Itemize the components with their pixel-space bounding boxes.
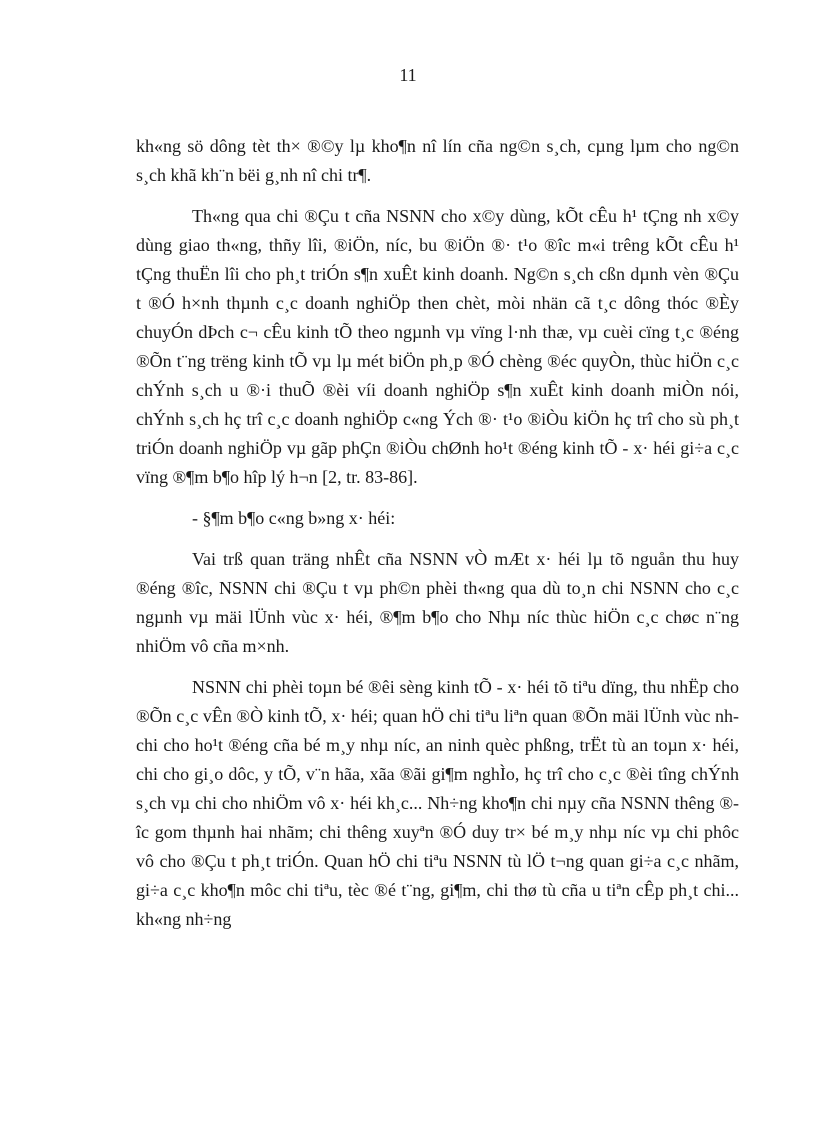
section-heading-social-equity: - §¶m b¶o c«ng b»ng x· héi: bbox=[192, 508, 396, 528]
paragraph-continuation: kh«ng sö dông tèt th× ®©y lµ kho¶n nî lín cña ng©n s¸ch, cµng lµm cho ng©n s¸ch khã kh¨n bëi g¸nh nî chi tr¶. bbox=[136, 136, 739, 185]
page-number: 11 bbox=[399, 65, 417, 85]
paragraph-social-role: Vai trß quan träng nhÊt cña NSNN vÒ mÆt x· héi lµ tõ nguån thu huy ®éng ®îc, NSNN chi ®Çu t vµ ph©n phèi th«ng qua dù to¸n chi NSNN cho c¸c ngµnh vµ mäi lÜnh vùc x· héi, ®¶m b¶o cho Nhµ níc thùc hiÖn c¸c chøc n¨ng nhiÖm vô cña m×nh. bbox=[136, 549, 739, 656]
paragraph-infrastructure-investment: Th«ng qua chi ®Çu t cña NSNN cho x©y dùng, kÕt cÊu h¹ tÇng nh x©y dùng giao th«ng, thñy lîi, ®iÖn, níc, bu ®iÖn ®· t¹o ®îc m«i trêng kÕt cÊu h¹ tÇng thuËn lîi cho ph¸t triÓn s¶n xuÊt kinh doanh. Ng©n s¸ch cßn dµnh vèn ®Çu t ®Ó h×nh thµnh c¸c doanh nghiÖp then chèt, mòi nhän cã t¸c dông thóc ®Èy chuyÓn dÞch c¬ cÊu kinh tÕ theo ngµnh vµ vïng l·nh thæ, vµ cuèi cïng t¸c ®éng ®Õn t¨ng trëng kinh tÕ vµ lµ mét biÖn ph¸p ®Ó chèng ®éc quyÒn, thùc hiÖn c¸c chÝnh s¸ch u ®·i thuÕ ®èi víi doanh nghiÖp s¶n xuÊt kinh doanh miÒn nói, chÝnh s¸ch hç trî c¸c doanh nghiÖp c«ng Ých ®· t¹o ®iÒu kiÖn hç trî cho sù ph¸t triÓn doanh nghiÖp vµ gãp phÇn ®iÒu chØnh ho¹t ®éng kinh tÕ - x· héi gi÷a c¸c vïng ®¶m b¶o hîp lý h¬n [2, tr. 83-86]. bbox=[136, 206, 739, 487]
document-body bbox=[136, 132, 739, 946]
paragraph-spending-relations: NSNN chi phèi toµn bé ®êi sèng kinh tÕ - x· héi tõ tiªu dïng, thu nhËp cho ®Õn c¸c vÊn ®Ò kinh tÕ, x· héi; quan hÖ chi tiªu liªn quan ®Õn mäi lÜnh vùc nh chi cho ho¹t ®éng cña bé m¸y nhµ níc, an ninh quèc phßng, trËt tù an toµn x· héi, chi cho gi¸o dôc, y tÕ, v¨n hãa, xãa ®ãi gi¶m nghÌo, hç trî cho c¸c ®èi tîng chÝnh s¸ch vµ chi cho nhiÖm vô x· héi kh¸c... Nh÷ng kho¶n chi nµy cña NSNN thêng ®îc gom thµnh hai nhãm; chi thêng xuyªn ®Ó duy tr× bé m¸y nhµ níc vµ chi phôc vô cho ®Çu t ph¸t triÓn. Quan hÖ chi tiªu NSNN tù lÖ t¬ng quan gi÷a c¸c nhãm, gi÷a c¸c kho¶n môc chi tiªu, tèc ®é t¨ng, gi¶m, chi thø tù cña u tiªn cÊp ph¸t chi... kh«ng nh÷ng bbox=[136, 677, 739, 929]
